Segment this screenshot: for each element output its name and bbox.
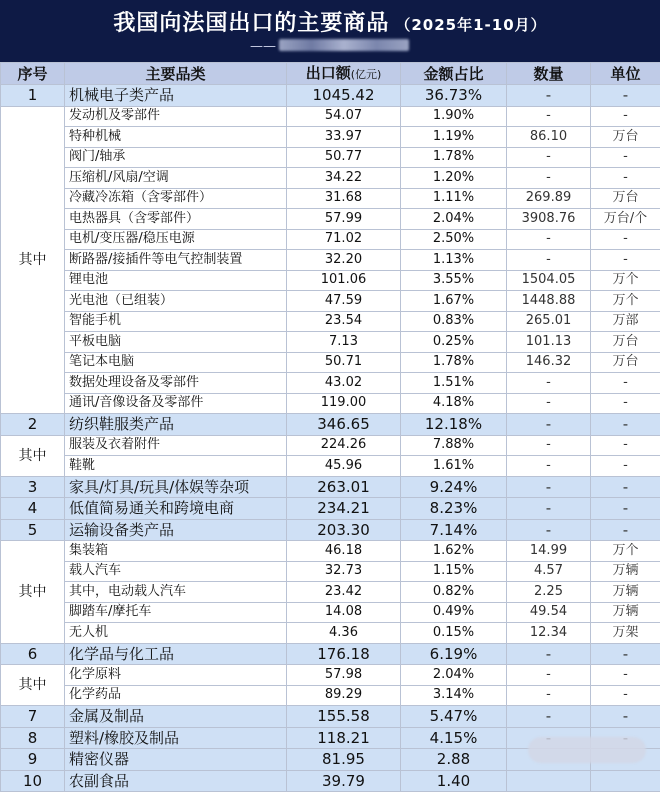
row-share: 0.83% xyxy=(401,311,507,332)
row-unit: - xyxy=(591,706,660,728)
row-name: 低值简易通关和跨境电商 xyxy=(65,498,287,520)
row-name: 精密仪器 xyxy=(65,749,287,771)
row-name: 塑料/橡胶及制品 xyxy=(65,727,287,749)
row-share: 1.51% xyxy=(401,373,507,394)
row-value: 7.13 xyxy=(287,332,401,353)
row-qty: - xyxy=(507,85,591,107)
row-value: 32.20 xyxy=(287,250,401,271)
row-unit: 万台 xyxy=(591,332,660,353)
row-unit: - xyxy=(591,106,660,127)
subitem-row xyxy=(1,147,660,168)
row-name: 农副食品 xyxy=(65,770,287,792)
row-qty: 101.13 xyxy=(507,332,591,353)
title-banner xyxy=(0,0,660,62)
row-name: 家具/灯具/玩具/体娱等杂项 xyxy=(65,476,287,498)
subitem-row xyxy=(1,250,660,271)
row-name: 化学药品 xyxy=(65,685,287,706)
row-qty: - xyxy=(507,643,591,665)
row-value: 50.77 xyxy=(287,147,401,168)
row-unit: - xyxy=(591,727,660,749)
row-qty: - xyxy=(507,498,591,520)
header-seq: 序号 xyxy=(1,63,65,85)
row-share: 4.18% xyxy=(401,393,507,414)
row-name: 脚踏车/摩托车 xyxy=(65,602,287,623)
row-share: 12.18% xyxy=(401,414,507,436)
source-line xyxy=(250,39,409,54)
row-share: 2.50% xyxy=(401,229,507,250)
row-share: 8.23% xyxy=(401,498,507,520)
subitem-row xyxy=(1,270,660,291)
row-value: 203.30 xyxy=(287,519,401,541)
row-name: 化学原料 xyxy=(65,665,287,686)
row-name: 化学品与化工品 xyxy=(65,643,287,665)
row-share: 9.24% xyxy=(401,476,507,498)
row-share: 1.15% xyxy=(401,561,507,582)
row-value: 32.73 xyxy=(287,561,401,582)
subitem-row xyxy=(1,456,660,477)
subitem-row xyxy=(1,332,660,353)
header-name: 主要品类 xyxy=(65,63,287,85)
row-share: 36.73% xyxy=(401,85,507,107)
row-name: 服装及衣着附件 xyxy=(65,435,287,456)
row-seq: 9 xyxy=(1,749,65,771)
row-value: 31.68 xyxy=(287,188,401,209)
row-unit: 万辆 xyxy=(591,602,660,623)
row-qty: 12.34 xyxy=(507,623,591,644)
page-title xyxy=(0,6,660,37)
row-value: 89.29 xyxy=(287,685,401,706)
row-qty: 86.10 xyxy=(507,127,591,148)
row-value: 47.59 xyxy=(287,291,401,312)
row-value: 119.00 xyxy=(287,393,401,414)
subitem-row xyxy=(1,291,660,312)
row-unit: - xyxy=(591,229,660,250)
row-unit xyxy=(591,770,660,792)
export-table xyxy=(0,62,660,792)
category-row xyxy=(1,519,660,541)
row-seq: 2 xyxy=(1,414,65,436)
row-value: 57.99 xyxy=(287,209,401,230)
subitem-row xyxy=(1,393,660,414)
row-share: 5.47% xyxy=(401,706,507,728)
row-qty: - xyxy=(507,373,591,394)
row-name: 光电池（已组装） xyxy=(65,291,287,312)
row-value: 23.42 xyxy=(287,582,401,603)
row-seq: 10 xyxy=(1,770,65,792)
row-value: 155.58 xyxy=(287,706,401,728)
row-qty: - xyxy=(507,250,591,271)
row-name: 特种机械 xyxy=(65,127,287,148)
row-value: 118.21 xyxy=(287,727,401,749)
subitem-row xyxy=(1,665,660,686)
watermark-badge xyxy=(528,737,646,763)
subitem-row xyxy=(1,582,660,603)
row-value: 71.02 xyxy=(287,229,401,250)
row-share: 0.82% xyxy=(401,582,507,603)
subitem-row xyxy=(1,127,660,148)
row-value: 263.01 xyxy=(287,476,401,498)
row-qty: - xyxy=(507,685,591,706)
header-value-label: 出口额 xyxy=(306,64,351,82)
subitem-row xyxy=(1,541,660,562)
row-name: 平板电脑 xyxy=(65,332,287,353)
row-name: 纺织鞋服类产品 xyxy=(65,414,287,436)
row-name: 发动机及零部件 xyxy=(65,106,287,127)
subitem-row xyxy=(1,209,660,230)
row-qty: - xyxy=(507,519,591,541)
row-name: 电热器具（含零部件） xyxy=(65,209,287,230)
row-unit: 万部 xyxy=(591,311,660,332)
row-seq: 8 xyxy=(1,727,65,749)
header-unit: 单位 xyxy=(591,63,660,85)
row-qty: 14.99 xyxy=(507,541,591,562)
subitem-row xyxy=(1,229,660,250)
row-share: 1.90% xyxy=(401,106,507,127)
row-qty: - xyxy=(507,229,591,250)
row-name: 压缩机/风扇/空调 xyxy=(65,168,287,189)
row-share: 1.20% xyxy=(401,168,507,189)
row-name: 运输设备类产品 xyxy=(65,519,287,541)
row-share: 7.14% xyxy=(401,519,507,541)
subitem-row xyxy=(1,106,660,127)
category-row xyxy=(1,414,660,436)
row-share: 1.19% xyxy=(401,127,507,148)
row-qty: - xyxy=(507,435,591,456)
row-unit: - xyxy=(591,456,660,477)
row-qty: - xyxy=(507,393,591,414)
row-qty: - xyxy=(507,106,591,127)
row-seq: 7 xyxy=(1,706,65,728)
row-qty: 49.54 xyxy=(507,602,591,623)
row-share: 2.04% xyxy=(401,209,507,230)
header-qty: 数量 xyxy=(507,63,591,85)
header-share: 金额占比 xyxy=(401,63,507,85)
row-unit: - xyxy=(591,476,660,498)
row-unit: - xyxy=(591,250,660,271)
row-unit: - xyxy=(591,435,660,456)
row-unit: 万个 xyxy=(591,291,660,312)
subitem-row xyxy=(1,623,660,644)
row-unit: - xyxy=(591,393,660,414)
row-qty: - xyxy=(507,706,591,728)
row-value: 46.18 xyxy=(287,541,401,562)
row-name: 冷藏冷冻箱（含零部件） xyxy=(65,188,287,209)
row-value: 45.96 xyxy=(287,456,401,477)
row-qty: 265.01 xyxy=(507,311,591,332)
row-seq: 5 xyxy=(1,519,65,541)
row-value: 50.71 xyxy=(287,352,401,373)
row-unit: - xyxy=(591,168,660,189)
subitem-row xyxy=(1,435,660,456)
row-share: 2.88 xyxy=(401,749,507,771)
subitem-row xyxy=(1,311,660,332)
row-unit: 万辆 xyxy=(591,561,660,582)
row-share: 4.15% xyxy=(401,727,507,749)
row-unit: - xyxy=(591,373,660,394)
row-unit: 万台 xyxy=(591,352,660,373)
title-main: 我国向法国出口的主要商品 xyxy=(113,11,389,36)
category-row xyxy=(1,643,660,665)
row-qty: 146.32 xyxy=(507,352,591,373)
row-name: 笔记本电脑 xyxy=(65,352,287,373)
row-seq: 1 xyxy=(1,85,65,107)
row-value: 34.22 xyxy=(287,168,401,189)
row-value: 1045.42 xyxy=(287,85,401,107)
row-qty: 3908.76 xyxy=(507,209,591,230)
row-value: 81.95 xyxy=(287,749,401,771)
row-name: 断路器/接插件等电气控制装置 xyxy=(65,250,287,271)
row-unit: - xyxy=(591,85,660,107)
row-name: 机械电子类产品 xyxy=(65,85,287,107)
row-qty: - xyxy=(507,168,591,189)
row-share: 1.62% xyxy=(401,541,507,562)
row-share: 0.25% xyxy=(401,332,507,353)
row-qty: - xyxy=(507,147,591,168)
row-share: 0.15% xyxy=(401,623,507,644)
row-value: 4.36 xyxy=(287,623,401,644)
row-name: 通讯/音像设备及零部件 xyxy=(65,393,287,414)
row-value: 54.07 xyxy=(287,106,401,127)
row-share: 1.78% xyxy=(401,147,507,168)
subitem-row xyxy=(1,168,660,189)
category-row xyxy=(1,706,660,728)
row-value: 23.54 xyxy=(287,311,401,332)
row-value: 101.06 xyxy=(287,270,401,291)
subitem-row xyxy=(1,602,660,623)
row-unit: 万架 xyxy=(591,623,660,644)
row-unit: - xyxy=(591,685,660,706)
row-seq: 3 xyxy=(1,476,65,498)
row-share: 6.19% xyxy=(401,643,507,665)
category-row xyxy=(1,770,660,792)
row-name: 集装箱 xyxy=(65,541,287,562)
row-share: 3.14% xyxy=(401,685,507,706)
subitem-row xyxy=(1,352,660,373)
row-unit: - xyxy=(591,665,660,686)
row-qty: - xyxy=(507,414,591,436)
row-qty: 4.57 xyxy=(507,561,591,582)
row-share: 3.55% xyxy=(401,270,507,291)
row-unit: 万台 xyxy=(591,188,660,209)
group-label: 其中 xyxy=(1,106,65,414)
row-seq: 6 xyxy=(1,643,65,665)
subitem-row xyxy=(1,188,660,209)
row-name: 其中，电动载人汽车 xyxy=(65,582,287,603)
group-label: 其中 xyxy=(1,435,65,476)
row-value: 346.65 xyxy=(287,414,401,436)
source-dash: —— xyxy=(250,39,276,54)
row-qty: 2.25 xyxy=(507,582,591,603)
subitem-row xyxy=(1,561,660,582)
table-body xyxy=(1,85,660,792)
row-value: 57.98 xyxy=(287,665,401,686)
header-value xyxy=(287,63,401,85)
row-name: 金属及制品 xyxy=(65,706,287,728)
row-name: 智能手机 xyxy=(65,311,287,332)
row-qty: - xyxy=(507,456,591,477)
group-label: 其中 xyxy=(1,665,65,706)
row-value: 14.08 xyxy=(287,602,401,623)
row-qty: 1504.05 xyxy=(507,270,591,291)
row-share: 7.88% xyxy=(401,435,507,456)
row-name: 阀门/轴承 xyxy=(65,147,287,168)
row-qty: - xyxy=(507,476,591,498)
row-share: 1.78% xyxy=(401,352,507,373)
row-share: 1.61% xyxy=(401,456,507,477)
row-share: 1.40 xyxy=(401,770,507,792)
row-value: 224.26 xyxy=(287,435,401,456)
row-qty: 269.89 xyxy=(507,188,591,209)
row-value: 39.79 xyxy=(287,770,401,792)
row-value: 33.97 xyxy=(287,127,401,148)
row-share: 1.67% xyxy=(401,291,507,312)
subitem-row xyxy=(1,685,660,706)
category-row xyxy=(1,498,660,520)
row-unit: - xyxy=(591,498,660,520)
row-qty: - xyxy=(507,727,591,749)
row-name: 电机/变压器/稳压电源 xyxy=(65,229,287,250)
row-share: 2.04% xyxy=(401,665,507,686)
row-unit: 万台/个 xyxy=(591,209,660,230)
row-share: 0.49% xyxy=(401,602,507,623)
row-unit: 万辆 xyxy=(591,582,660,603)
category-row xyxy=(1,85,660,107)
row-unit: 万个 xyxy=(591,270,660,291)
row-value: 43.02 xyxy=(287,373,401,394)
blurred-source-name xyxy=(279,39,409,51)
row-qty xyxy=(507,770,591,792)
title-period: （2025年1-10月） xyxy=(395,16,546,34)
row-name: 载人汽车 xyxy=(65,561,287,582)
row-qty: - xyxy=(507,665,591,686)
row-qty: 1448.88 xyxy=(507,291,591,312)
row-unit: - xyxy=(591,147,660,168)
row-share: 1.11% xyxy=(401,188,507,209)
category-row xyxy=(1,476,660,498)
row-value: 234.21 xyxy=(287,498,401,520)
header-value-unit: (亿元) xyxy=(351,68,382,81)
subitem-row xyxy=(1,373,660,394)
row-share: 1.13% xyxy=(401,250,507,271)
row-name: 锂电池 xyxy=(65,270,287,291)
group-label: 其中 xyxy=(1,541,65,644)
row-unit: 万台 xyxy=(591,127,660,148)
row-name: 无人机 xyxy=(65,623,287,644)
row-seq: 4 xyxy=(1,498,65,520)
table-header-row xyxy=(1,63,660,85)
row-name: 数据处理设备及零部件 xyxy=(65,373,287,394)
row-unit: 万个 xyxy=(591,541,660,562)
row-value: 176.18 xyxy=(287,643,401,665)
row-unit: - xyxy=(591,643,660,665)
row-unit: - xyxy=(591,519,660,541)
row-unit: - xyxy=(591,414,660,436)
row-name: 鞋靴 xyxy=(65,456,287,477)
